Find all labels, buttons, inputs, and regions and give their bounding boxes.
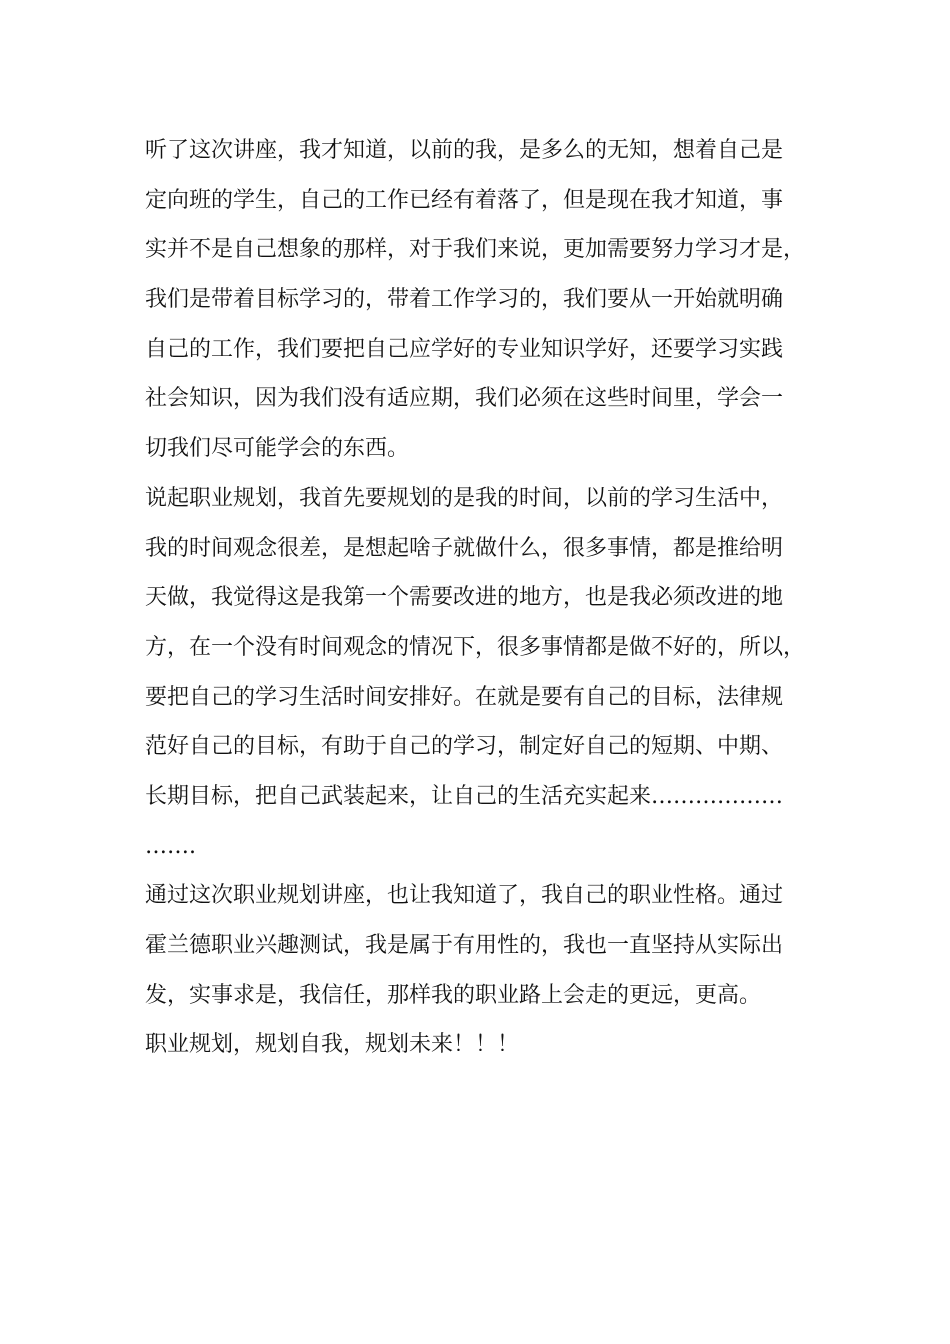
text-line: 要把自己的学习生活时间安排好。在就是要有自己的目标，法律规 (145, 684, 784, 710)
text-line: 社会知识，因为我们没有适应期，我们必须在这些时间里，学会一 (145, 386, 784, 412)
text-line: 长期目标，把自己武装起来，让自己的生活充实起来……………… (145, 783, 784, 809)
text-line: 实并不是自己想象的那样，对于我们来说，更加需要努力学习才是， (145, 237, 806, 263)
text-line: 我的时间观念很差，是想起啥子就做什么，很多事情，都是推给明 (145, 535, 784, 561)
text-line: 定向班的学生，自己的工作已经有着落了，但是现在我才知道，事 (145, 187, 784, 213)
text-line: 范好自己的目标，有助于自己的学习，制定好自己的短期、中期、 (145, 734, 784, 760)
text-line: 切我们尽可能学会的东西。 (145, 436, 410, 462)
text-line: 通过这次职业规划讲座，也让我知道了，我自己的职业性格。通过 (145, 883, 784, 909)
text-line: 霍兰德职业兴趣测试，我是属于有用性的，我也一直坚持从实际出 (145, 933, 784, 958)
text-line: 职业规划，规划自我，规划未来！！！ (145, 1032, 520, 1058)
text-line: 我们是带着目标学习的，带着工作学习的，我们要从一开始就明确 (145, 287, 784, 313)
text-line: 方，在一个没有时间观念的情况下，很多事情都是做不好的，所以， (145, 634, 806, 660)
text-line: ……. (145, 833, 196, 859)
text-line: 天做，我觉得这是我第一个需要改进的地方，也是我必须改进的地 (145, 585, 784, 611)
text-line: 说起职业规划，我首先要规划的是我的时间，以前的学习生活中， (145, 485, 784, 511)
text-line: 发，实事求是，我信任，那样我的职业路上会走的更远，更高。 (145, 982, 762, 1008)
text-line: 听了这次讲座，我才知道，以前的我，是多么的无知，想着自己是 (145, 138, 784, 163)
text-line: 自己的工作，我们要把自己应学好的专业知识学好，还要学习实践 (145, 336, 784, 362)
document-body (145, 126, 825, 1070)
